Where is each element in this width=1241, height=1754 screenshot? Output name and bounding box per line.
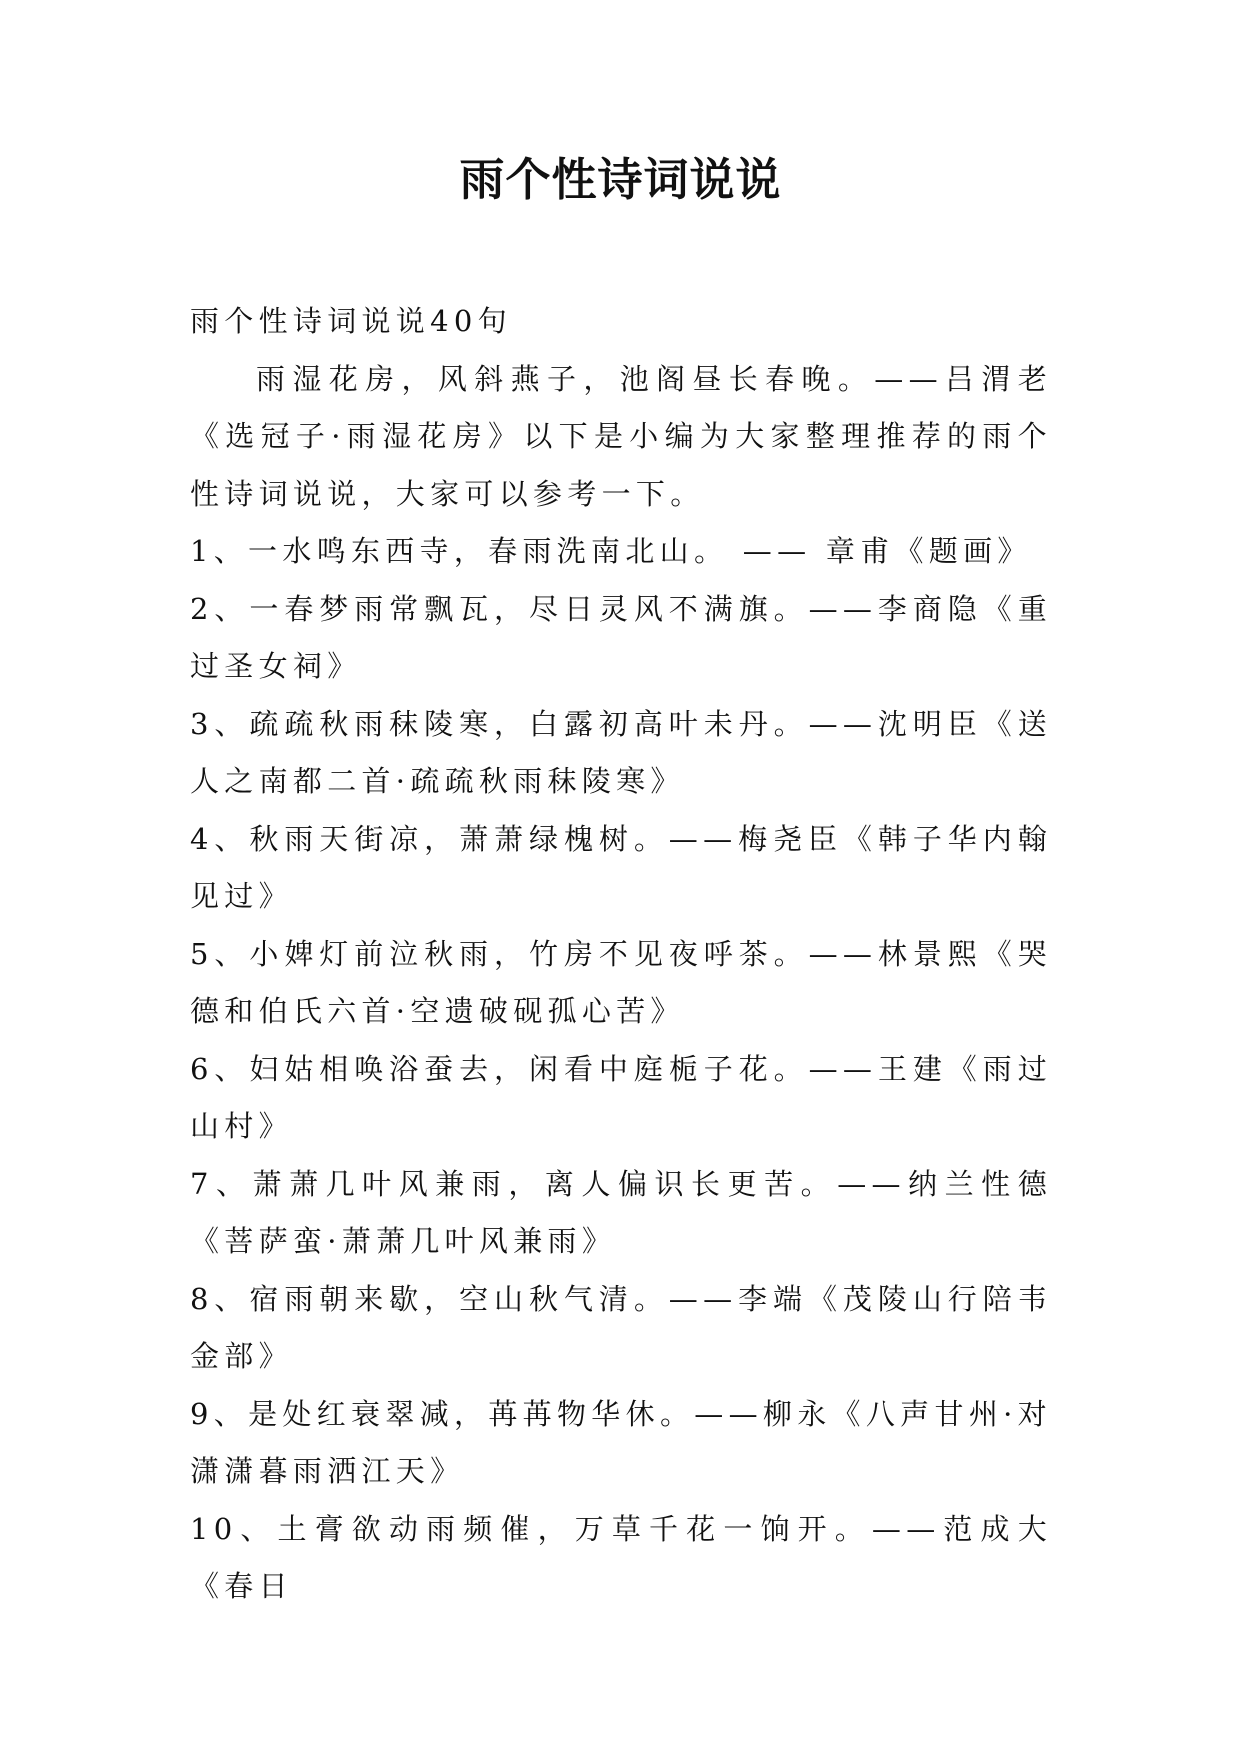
poem-item: 4、秋雨天街凉，萧萧绿槐树。——梅尧臣《韩子华内翰见过》: [190, 821, 1052, 913]
intro-paragraph: 雨湿花房，风斜燕子，池阁昼长春晚。——吕渭老《选冠子·雨湿花房》以下是小编为大家整理推荐的雨个性诗词说说，大家可以参考一下。: [190, 361, 1052, 511]
poem-item: 7、萧萧几叶风兼雨，离人偏识长更苦。——纳兰性德《菩萨蛮·萧萧几叶风兼雨》: [190, 1166, 1052, 1258]
poem-item: 9、是处红衰翠减，苒苒物华休。——柳永《八声甘州·对潇潇暮雨洒江天》: [190, 1396, 1052, 1488]
document-title: 雨个性诗词说说: [459, 153, 782, 206]
poem-item: 6、妇姑相唤浴蚕去，闲看中庭栀子花。——王建《雨过山村》: [190, 1051, 1052, 1143]
document-body: [190, 293, 1052, 1616]
poem-item: 1、一水鸣东西寺，春雨洗南北山。 —— 章甫《题画》: [190, 534, 1032, 568]
poem-item: 8、宿雨朝来歇，空山秋气清。——李端《茂陵山行陪韦金部》: [190, 1281, 1052, 1373]
document-subtitle: 雨个性诗词说说40句: [190, 304, 512, 338]
poem-item: 3、疏疏秋雨秣陵寒，白露初高叶未丹。——沈明臣《送人之南都二首·疏疏秋雨秣陵寒》: [190, 706, 1052, 798]
poem-item: 10、土膏欲动雨频催，万草千花一饷开。——范成大《春日: [190, 1511, 1052, 1603]
poem-item: 5、小婢灯前泣秋雨，竹房不见夜呼茶。——林景熙《哭德和伯氏六首·空遗破砚孤心苦》: [190, 936, 1052, 1028]
poem-item: 2、一春梦雨常飘瓦，尽日灵风不满旗。——李商隐《重过圣女祠》: [190, 591, 1052, 683]
